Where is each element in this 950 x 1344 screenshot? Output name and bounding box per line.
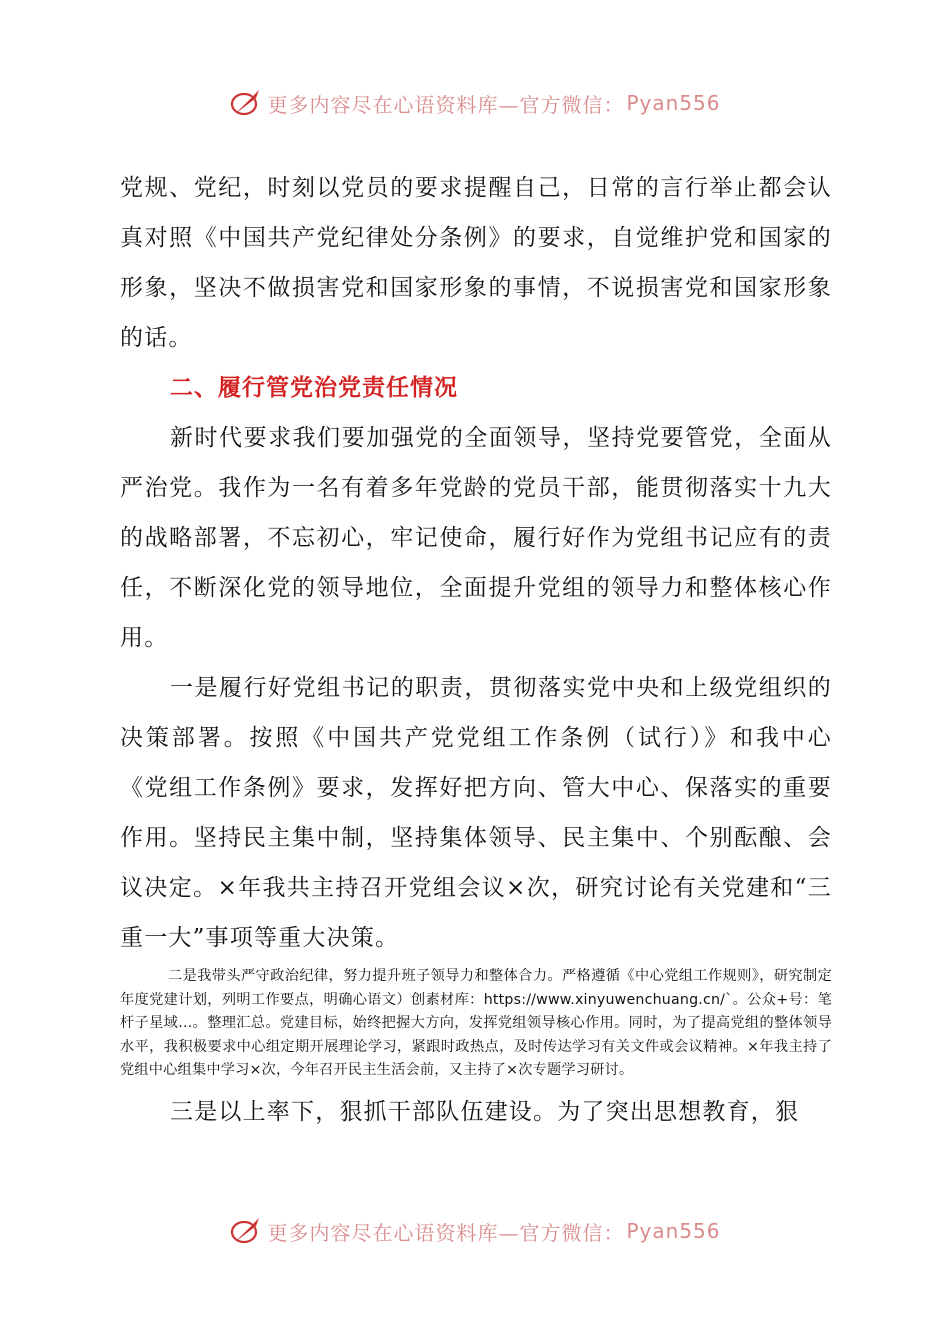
watermark-wechat-id: Pyan556 — [626, 91, 721, 115]
watermark-text: 更多内容尽在心语资料库—官方微信： — [267, 1220, 625, 1245]
quill-logo-icon — [229, 1214, 263, 1248]
paragraph-party-leadership: 新时代要求我们要加强党的全面领导，坚持党要管党，全面从严治党。我作为一名有着多年党龄的党员干部，能贯彻落实十九大的战略部署，不忘初心，牢记使命，履行好作为党组书记应有的责任，不断深化党的领导地位，全面提升党组的领导力和整体核心作用。 — [120, 425, 832, 651]
watermark-header — [0, 83, 950, 123]
quill-logo-icon — [229, 86, 263, 120]
watermark-text: 更多内容尽在心语资料库—官方微信： — [267, 92, 625, 117]
paragraph-point-2: 二是我带头严守政治纪律，努力提升班子领导力和整体合力。严格遵循《中心党组工作规则》，研究制定年度党建计划，列明工作要点，明确心语文）创素材库：https://www.xinyuwenchuang.cn/`。公众+号：笔杆子星域…。整理汇总。党建目标，始终把握大方向，发挥党组领导核心作用。同时，为了提高党组的整体领导水平，我积极要求中心组定期开展理论学习，紧跟时政热点，及时传达学习有关文件或会议精神。×年我主持了党组中心组集中学习×次，今年召开民主生活会前，又主持了×次专题学习研讨。 — [120, 968, 832, 1078]
watermark-footer — [0, 1211, 950, 1251]
paragraph-point-1: 一是履行好党组书记的职责，贯彻落实党中央和上级党组织的决策部署。按照《中国共产党党组工作条例（试行）》和我中心《党组工作条例》要求，发挥好把方向、管大中心、保落实的重要作用。坚持民主集中制，坚持集体领导、民主集中、个别酝酿、会议决定。×年我共主持召开党组会议×次，研究讨论有关党建和“三重一大”事项等重大决策。 — [120, 675, 832, 951]
paragraph-point-3: 三是以上率下，狠抓干部队伍建设。为了突出思想教育，狠 — [170, 1098, 800, 1125]
watermark-wechat-id: Pyan556 — [626, 1219, 721, 1243]
paragraph-discipline: 党规、党纪，时刻以党员的要求提醒自己，日常的言行举止都会认真对照《中国共产党纪律处分条例》的要求，自觉维护党和国家的形象，坚决不做损害党和国家形象的事情，不说损害党和国家形象的话。 — [120, 175, 832, 351]
section-heading-2: 二、履行管党治党责任情况 — [170, 375, 458, 401]
document-body — [120, 163, 832, 1137]
